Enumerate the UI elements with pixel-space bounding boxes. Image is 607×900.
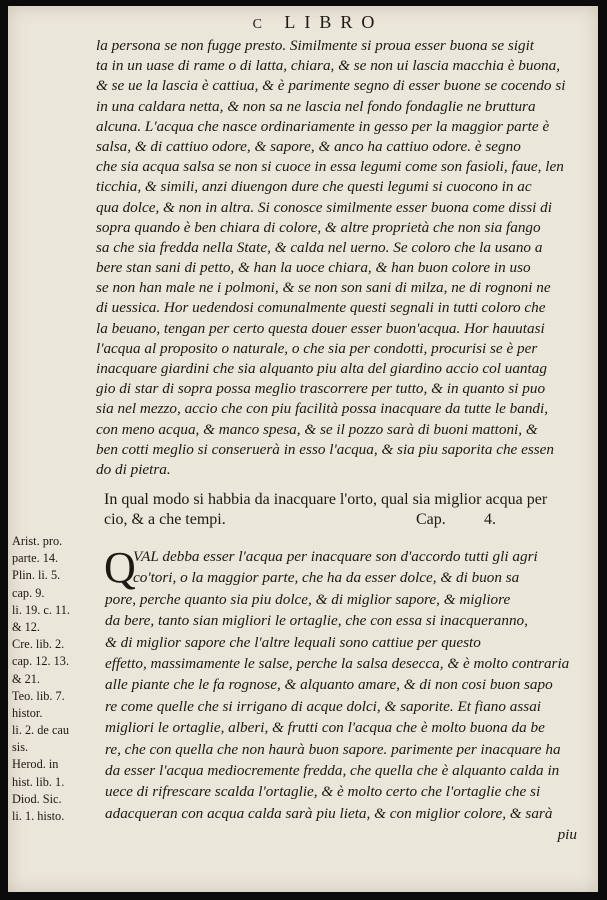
text-line: sia nel mezzo, accio che con piu facilità possa inacquare da tutte le bandi, [96,400,549,418]
margin-note: Diod. Sic. [12,791,62,806]
text-line: re come quelle che si irrigano di acque dolci, & saporite. Et fiano assai [105,697,542,715]
text-line: sopra quando è ben chiara di colore, & altre proprietà che non sia fango [96,218,541,236]
text-line: effetto, massimamente le salse, perche la salsa desecca, & è molto contraria [105,654,570,672]
chapter-heading-line: cio, & a che tempi. [104,511,226,528]
text-line: gio di star di sopra possa meglio trascorrere per tutto, & in quanto si puo [96,380,546,398]
drop-cap: Q [104,543,136,592]
text-line: adacqueran con acqua calda sarà piu lieta, & con miglior colore, & sarà [105,804,553,822]
text-line: bere stan sani di petto, & han la uoce chiara, & han buon colore in uso [96,259,531,277]
margin-note: Herod. in [12,757,59,772]
text-line: alcuna. L'acqua che nasce ordinariamente in gesso per la maggior parte è [96,117,550,135]
margin-note: li. 19. c. 11. [12,602,70,617]
margin-note: & 12. [12,619,41,634]
text-line: la beuano, tengan per certo questa douer esser buon'acqua. Hor hauutasi [96,319,545,337]
text-line: co'tori, o la maggior parte, che ha da esser dolce, & di buon sa [133,569,520,587]
text-line: do di pietra. [96,460,171,478]
text-line: salsa, & di cattiuo odore, & sapore, & anco ha cattiuo odore. è segno [96,137,521,155]
text-line: sa che sia fredda nella State, & calda nel uerno. Se coloro che la usano a [96,238,543,256]
book-page [8,6,598,892]
text-line: di uessica. Hor uedendosi comunalmente questi segnali in tutti coloro che [96,299,546,317]
body-paragraph [96,36,576,480]
margin-note: Teo. lib. 7. [12,688,65,703]
text-line: re, che con quella che non haurà buon sapore. parimente per inacquare ha [105,740,561,758]
margin-note: hist. lib. 1. [12,774,65,789]
text-line: con meno acqua, & manco spesa, & se il pozzo sarà di buoni mattoni, & [96,420,538,438]
margin-note: li. 1. histo. [12,809,65,823]
text-line: inacquare giardini che sia alquanto piu alta del giardino accio col uantag [96,360,547,377]
header-mark-left: C [252,17,271,32]
text-line: pore, perche quanto sia piu dolce, & di miglior sapore, & migliore [105,590,511,608]
text-line: l'acqua al proposito o naturale, o che sia per condotti, procurisi se è per [96,339,538,357]
text-line: da esser l'acqua mediocremente fredda, che quella che è alquanto calda in [105,761,560,779]
margin-note: Arist. pro. [12,534,63,548]
margin-notes [12,533,104,825]
text-line: ta in un uase di rame o di latta, chiara, & se non ui lascia macchia è buona, [96,57,561,75]
chapter-label: Cap. [416,511,446,528]
text-line: da bere, tanto sian migliori le ortaglie, che con essa si inacqueranno, [105,612,528,630]
margin-note: li. 2. de cau [12,723,70,738]
text-line: che sia acqua salsa se non si cuoce in essa legumi come son fasioli, faue, len [96,158,564,176]
header-title: LIBRO [284,12,384,32]
margin-note: Cre. lib. 2. [12,637,65,652]
text-line: migliori le ortaglie, alberi, & frutti con l'acqua che è molto buona da be [105,719,545,737]
text-line: qua dolce, & non in altra. Si conosce similmente esser buona come dissi di [96,198,552,216]
text-line: alle piante che le fa rognose, & alquanto amare, & di non cosi buon sapo [105,676,553,694]
catchword: piu [557,826,577,844]
margin-note: cap. 9. [12,585,45,600]
chapter-heading-line: In qual modo si habbia da inacquare l'orto, qual sia miglior acqua per [104,491,548,508]
text-line: ben cotti meglio si conseruerà in esso l'acqua, & sia piu saporita che essen [96,440,554,458]
text-line: VAL debba esser l'acqua per inacquare son d'accordo tutti gli agri [133,548,538,565]
chapter-number: 4. [484,511,496,528]
text-line: & di miglior sapore che l'altre lequali sono cattiue per questo [105,633,481,651]
margin-note: Plin. li. 5. [12,568,61,583]
margin-note: parte. 14. [12,551,59,566]
text-line: in una caldara netta, & non sa ne lascia nel fondo fondaglie ne bruttura [96,97,536,115]
margin-note: & 21. [12,671,41,686]
text-line: se non han male ne i polmoni, & se non son sani di milza, ne di rognoni ne [96,279,551,297]
margin-note: histor. [12,705,43,720]
margin-note: cap. 12. 13. [12,654,70,669]
text-line: uece di rifrescare scalda l'ortaglie, & è molto certo che l'ortaglie che si [105,783,541,801]
running-header [158,12,478,33]
text-line: ticchia, & simili, anzi diuengon dure che questi legumi si cuocono in ac [96,178,532,196]
text-line: & se ue la lascia è cattiua, & è parimente segno di esser buone se cocendo si [96,77,566,95]
section-paragraph [104,543,585,845]
text-line: la persona se non fugge presto. Similmente si proua esser buona se sigit [96,37,535,54]
chapter-heading [104,490,584,530]
margin-note: sis. [12,740,29,755]
